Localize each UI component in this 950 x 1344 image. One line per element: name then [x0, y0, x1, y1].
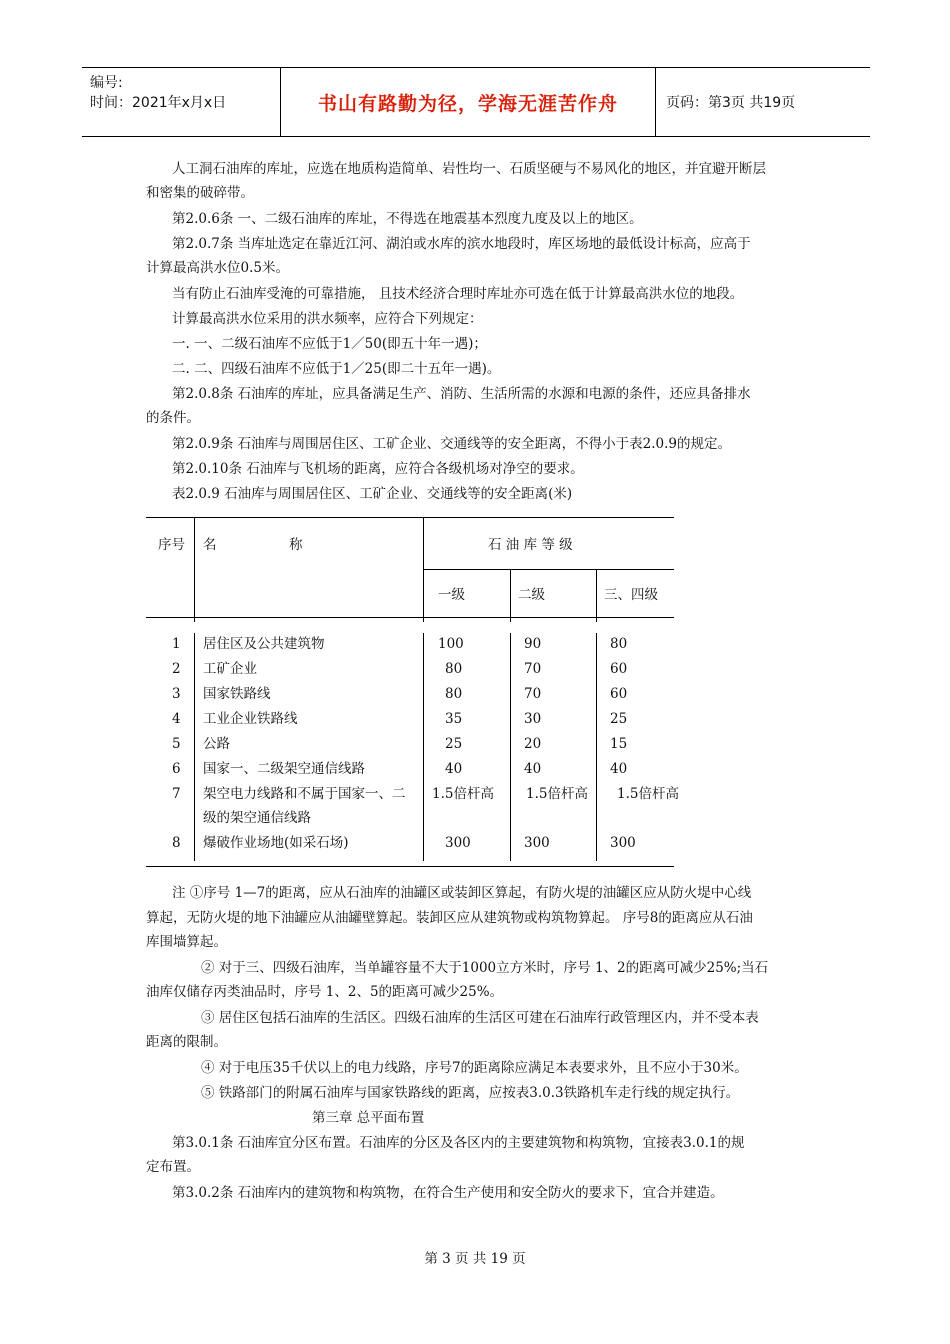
chapter-line: 第3.0.2条 石油库内的建筑物和构筑物，在符合生产使用和安全防火的要求下，宜合并建造。: [172, 1185, 724, 1201]
body-line: 二. 二、四级石油库不应低于1／25(即二十五年一遇)。: [172, 361, 501, 377]
col-divider: [510, 633, 511, 861]
row-grade1: 35: [445, 711, 463, 727]
note-line: 库围墙算起。: [146, 934, 227, 950]
row-grade1: 80: [445, 661, 463, 677]
col-divider: [194, 517, 195, 622]
page-header: [82, 67, 870, 137]
row-grade1: 300: [445, 835, 471, 851]
row-name: 国家一、二级架空通信线路: [203, 761, 365, 777]
slogan-text: 书山有路勤为径，学海无涯苦作舟: [317, 92, 618, 115]
header-col-grade: 石 油 库 等 级: [488, 537, 573, 553]
note-line: ④ 对于电压35千伏以上的电力线路，序号7的距离除应满足本表要求外，且不应小于30米。: [201, 1060, 748, 1076]
table-bottom-rule: [146, 866, 674, 867]
row-no: 6: [172, 761, 181, 777]
row-grade1: 25: [445, 736, 463, 752]
row-grade3: 80: [610, 636, 628, 652]
row-name: 爆破作业场地(如采石场): [203, 835, 349, 851]
row-grade3: 15: [610, 736, 628, 752]
col-divider: [194, 633, 195, 861]
note-line: 距离的限制。: [146, 1034, 227, 1050]
body-line: 计算最高洪水位0.5米。: [146, 260, 289, 276]
header-grade-3: 三、四级: [604, 587, 658, 603]
body-line: 第2.0.10条 石油库与飞机场的距离，应符合各级机场对净空的要求。: [172, 461, 584, 477]
body-line: 人工洞石油库的库址，应选在地质构造简单、岩性均一、石质坚硬与不易风化的地区，并宜避开断层: [172, 161, 766, 177]
note-line: ⑤ 铁路部门的附属石油库与国家铁路线的距离，应按表3.0.3铁路机车走行线的规定执行。: [201, 1085, 740, 1101]
row-grade2: 20: [524, 736, 542, 752]
row-grade3: 300: [610, 835, 636, 851]
page-footer: 第 3 页 共 19 页: [424, 1251, 526, 1267]
row-grade2: 70: [524, 661, 542, 677]
row-name: 工业企业铁路线: [203, 711, 298, 727]
row-grade1: 80: [445, 686, 463, 702]
body-line: 计算最高洪水位采用的洪水频率，应符合下列规定：: [172, 311, 483, 327]
body-line: 第2.0.8条 石油库的库址，应具备满足生产、消防、生活所需的水源和电源的条件，还应具备排水: [172, 386, 751, 402]
note-line: ② 对于三、四级石油库，当单罐容量不大于1000立方米时，序号 1、2的距离可减少25%;当石: [201, 960, 769, 976]
note-line: 油库仅储存丙类油品时，序号 1、2、5的距离可减少25%。: [146, 984, 504, 1000]
note-line: 算起，无防火堤的地下油罐应从油罐壁算起。装卸区应从建筑物或构筑物算起。 序号8的距离应从石油: [146, 910, 753, 926]
row-grade3: 25: [610, 711, 628, 727]
chapter-title: 第三章 总平面布置: [312, 1110, 425, 1126]
header-col-no: 序号: [158, 537, 185, 553]
body-line: 第2.0.9条 石油库与周围居住区、工矿企业、交通线等的安全距离，不得小于表2.0.9的规定。: [172, 436, 731, 452]
row-grade1: 40: [445, 761, 463, 777]
note-line: 注 ①序号 1—7的距离，应从石油库的油罐区或装卸区算起，有防火堤的油罐区应从防火堤中心线: [172, 885, 752, 901]
header-page-label: 页码：第3页 共19页: [666, 95, 796, 111]
row-name: 居住区及公共建筑物: [203, 636, 325, 652]
col-divider: [423, 633, 424, 861]
header-info-cell: [82, 68, 281, 136]
note-line: ③ 居住区包括石油库的生活区。四级石油库的生活区可建在石油库行政管理区内，并不受本表: [201, 1010, 759, 1026]
header-page-cell: [656, 68, 870, 136]
body-line: 第2.0.6条 一、二级石油库的库址，不得选在地震基本烈度九度及以上的地区。: [172, 211, 643, 227]
body-line: 第2.0.7条 当库址选定在靠近江河、湖泊或水库的滨水地段时，库区场地的最低设计标高，应高于: [172, 236, 751, 252]
row-no: 4: [172, 711, 181, 727]
row-grade2: 1.5倍杆高: [526, 786, 588, 802]
chapter-line: 第3.0.1条 石油库宜分区布置。石油库的分区及各区内的主要建筑物和构筑物，宜接表3.0.1的规: [172, 1135, 745, 1151]
row-grade2: 300: [524, 835, 550, 851]
row-no: 1: [172, 636, 181, 652]
row-grade1: 100: [438, 636, 464, 652]
row-no: 3: [172, 686, 181, 702]
col-divider: [596, 633, 597, 861]
row-name: 公路: [203, 736, 230, 752]
row-grade3: 1.5倍杆高: [617, 786, 679, 802]
col-divider: [596, 569, 597, 622]
row-no: 5: [172, 736, 181, 752]
header-grade-1: 一级: [438, 587, 465, 603]
row-name: 国家铁路线: [203, 686, 271, 702]
grade-header-rule: [423, 569, 674, 570]
row-grade2: 30: [524, 711, 542, 727]
doc-number-label: 编号:: [90, 75, 123, 91]
row-no: 7: [172, 786, 181, 802]
header-col-name-b: 称: [289, 537, 303, 553]
body-line: 和密集的破碎带。: [146, 185, 254, 201]
row-no: 2: [172, 661, 181, 677]
chapter-line: 定布置。: [146, 1159, 200, 1175]
row-name: 级的架空通信线路: [203, 810, 311, 826]
col-divider: [423, 517, 424, 622]
row-grade1: 1.5倍杆高: [432, 786, 494, 802]
row-grade2: 70: [524, 686, 542, 702]
header-grade-2: 二级: [518, 587, 545, 603]
col-divider: [510, 569, 511, 622]
table-caption: 表2.0.9 石油库与周围居住区、工矿企业、交通线等的安全距离(米): [172, 486, 573, 502]
header-bottom-rule: [146, 617, 674, 618]
header-slogan-cell: [281, 68, 656, 136]
table-top-rule: [146, 517, 674, 518]
header-col-name-a: 名: [203, 537, 217, 553]
body-line: 当有防止石油库受淹的可靠措施， 且技术经济合理时库址亦可选在低于计算最高洪水位的地段。: [172, 286, 744, 302]
row-grade2: 40: [524, 761, 542, 777]
doc-time-label: 时间：2021年x月x日: [90, 95, 227, 111]
body-line: 一. 一、二级石油库不应低于1／50(即五十年一遇)；: [172, 336, 487, 352]
row-no: 8: [172, 835, 181, 851]
row-name: 工矿企业: [203, 661, 257, 677]
row-grade3: 60: [610, 686, 628, 702]
row-name: 架空电力线路和不属于国家一、二: [203, 786, 406, 802]
row-grade3: 60: [610, 661, 628, 677]
row-grade3: 40: [610, 761, 628, 777]
row-grade2: 90: [524, 636, 542, 652]
body-line: 的条件。: [146, 410, 200, 426]
